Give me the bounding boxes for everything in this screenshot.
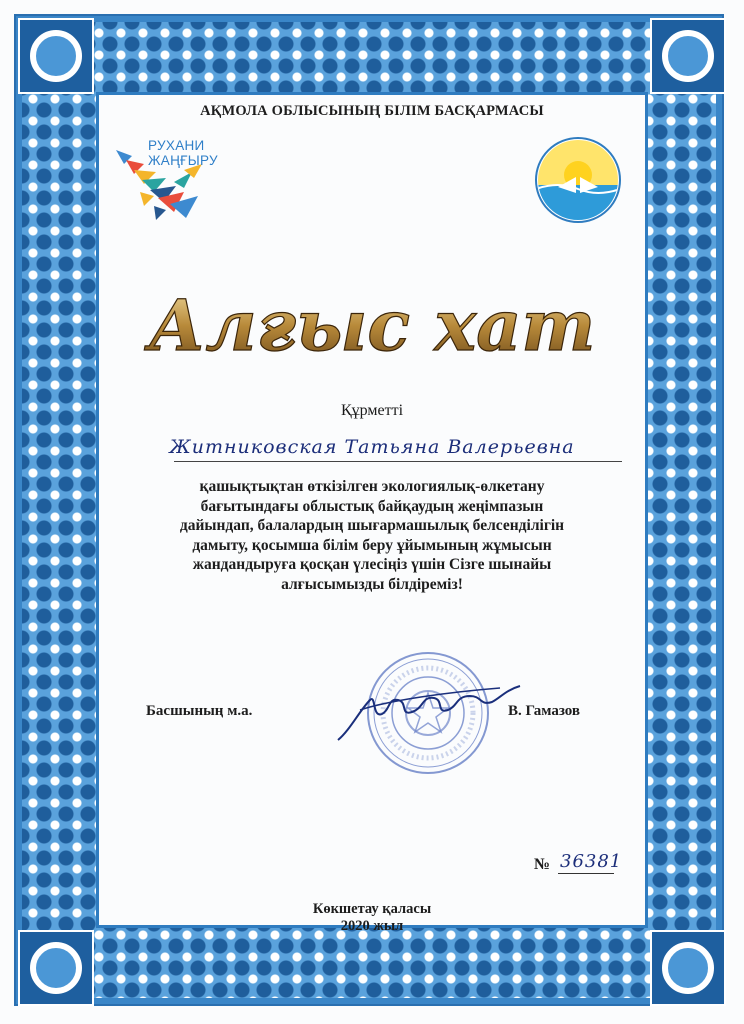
recipient-name: Житниковская Татьяна Валерьевна [169, 436, 575, 458]
body-line: дамыту, қосымша білім беру ұйымының жұмысын [192, 536, 552, 554]
certificate-title [0, 268, 744, 378]
corner-ornament-bottom-left [18, 930, 94, 1006]
organization-header: АҚМОЛА ОБЛЫСЫНЫҢ БІЛІМ БАСҚАРМАСЫ [200, 103, 544, 119]
body-line: алғысымызды білдіреміз! [281, 575, 463, 593]
rukhani-zhangyru-logo [114, 132, 254, 222]
handwritten-signature [330, 670, 530, 750]
title-text: Алғыс хат [148, 284, 596, 367]
education-department-logo [528, 135, 628, 225]
footer-year: 2020 жыл [340, 918, 404, 934]
footer-city: Көкшетау қаласы [312, 901, 432, 917]
name-underline [174, 461, 622, 462]
certificate-body [150, 477, 594, 595]
body-line: жандандыруға қосқан үлесіңіз үшін Сізге шынайы [192, 556, 552, 574]
logo-line-1: РУХАНИ [148, 138, 205, 153]
salutation: Құрметті [340, 402, 404, 419]
corner-ornament-bottom-right [650, 930, 726, 1006]
number-underline [558, 873, 614, 874]
corner-ornament-top-left [18, 18, 94, 94]
signatory-name: В. Гамазов [508, 703, 581, 719]
body-line: дайындап, балалардың шығармашылық белсенділігін [179, 517, 565, 535]
signatory-position: Басшының м.а. [146, 703, 253, 719]
body-line: қашықтықтан өткізілген экологиялық-өлкетану [199, 478, 545, 495]
registration-number: 36381 [560, 851, 623, 872]
logo-line-2: ЖАҢҒЫРУ [148, 153, 218, 168]
corner-ornament-top-right [650, 18, 726, 94]
number-label: № [534, 856, 551, 873]
education-emblem-icon [528, 135, 628, 225]
body-line: бағытындағы облыстық байқаудың жеңімпазын [200, 497, 544, 515]
